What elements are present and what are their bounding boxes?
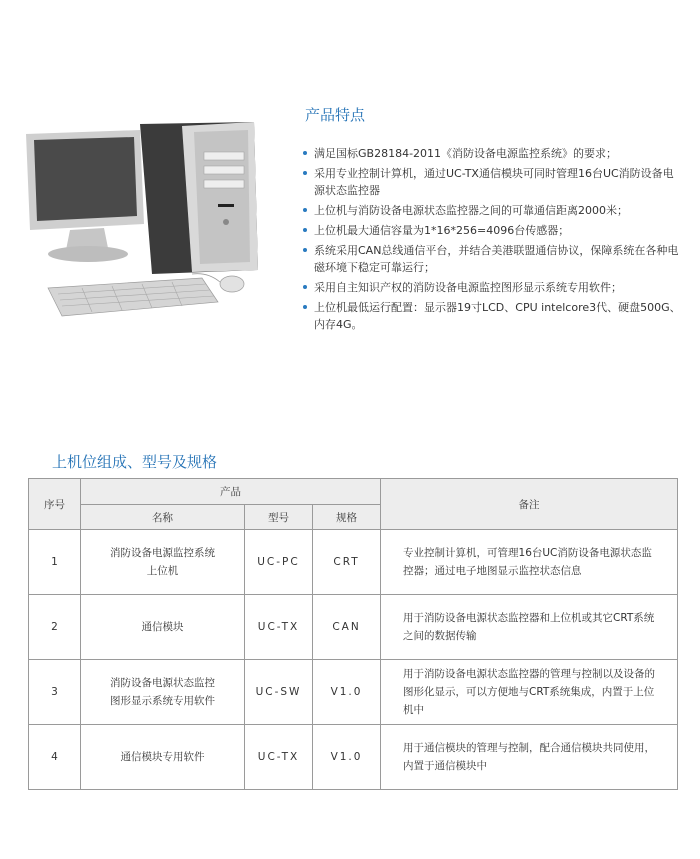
cell-name: 通信模块专用软件 xyxy=(81,725,245,790)
bullet-icon xyxy=(303,248,307,252)
bullet-icon xyxy=(303,305,307,309)
cell-name: 通信模块 xyxy=(81,595,245,660)
cell-model: UC-TX xyxy=(245,725,313,790)
spec-section-title: 上机位组成、型号及规格 xyxy=(52,453,218,471)
header-name: 名称 xyxy=(81,505,245,530)
cell-size: V1.0 xyxy=(313,660,381,725)
cell-remark: 专业控制计算机，可管理16台UC消防设备电源状态监控器；通过电子地图显示监控状态信息 xyxy=(381,530,678,595)
table-row xyxy=(29,725,678,790)
cell-model: UC-TX xyxy=(245,595,313,660)
cell-size: CAN xyxy=(313,595,381,660)
bullet-icon xyxy=(303,228,307,232)
cell-seq: 4 xyxy=(29,725,81,790)
cell-seq: 1 xyxy=(29,530,81,595)
feature-item: 采用自主知识产权的消防设备电源监控图形显示系统专用软件； xyxy=(302,279,682,296)
cell-name: 消防设备电源状态监控 图形显示系统专用软件 xyxy=(81,660,245,725)
cell-name: 消防设备电源监控系统 上位机 xyxy=(81,530,245,595)
feature-item: 系统采用CAN总线通信平台，并结合美港联盟通信协议，保障系统在各种电磁环境下稳定可靠运行； xyxy=(302,242,682,276)
cell-seq: 2 xyxy=(29,595,81,660)
feature-item: 上位机最大通信容量为1*16*256=4096台传感器； xyxy=(302,222,682,239)
feature-item: 采用专业控制计算机，通过UC-TX通信模块可同时管理16台UC消防设备电源状态监控器 xyxy=(302,165,682,199)
bullet-icon xyxy=(303,208,307,212)
feature-item: 上位机与消防设备电源状态监控器之间的可靠通信距离2000米； xyxy=(302,202,682,219)
cell-model: UC-PC xyxy=(245,530,313,595)
desktop-computer-image xyxy=(22,112,272,332)
header-product: 产品 xyxy=(81,479,381,505)
header-model: 型号 xyxy=(245,505,313,530)
table-row xyxy=(29,660,678,725)
cell-remark: 用于通信模块的管理与控制，配合通信模块共同使用，内置于通信模块中 xyxy=(381,725,678,790)
cell-remark: 用于消防设备电源状态监控器的管理与控制以及设备的图形化显示，可以方便地与CRT系统集成，内置于上位机中 xyxy=(381,660,678,725)
features-list xyxy=(302,145,682,336)
feature-item: 上位机最低运行配置：显示器19寸LCD、CPU intelcore3代、硬盘500G、内存4G。 xyxy=(302,299,682,333)
header-seq: 序号 xyxy=(29,479,81,530)
bullet-icon xyxy=(303,285,307,289)
bullet-icon xyxy=(303,171,307,175)
spec-table-body xyxy=(29,530,678,790)
header-remark: 备注 xyxy=(381,479,678,530)
table-row xyxy=(29,530,678,595)
spec-table xyxy=(28,478,678,790)
cell-seq: 3 xyxy=(29,660,81,725)
cell-remark: 用于消防设备电源状态监控器和上位机或其它CRT系统之间的数据传输 xyxy=(381,595,678,660)
header-size: 规格 xyxy=(313,505,381,530)
features-title: 产品特点 xyxy=(305,106,366,124)
cell-size: V1.0 xyxy=(313,725,381,790)
cell-model: UC-SW xyxy=(245,660,313,725)
cell-size: CRT xyxy=(313,530,381,595)
bullet-icon xyxy=(303,151,307,155)
table-row xyxy=(29,595,678,660)
feature-item: 满足国标GB28184-2011《消防设备电源监控系统》的要求； xyxy=(302,145,682,162)
